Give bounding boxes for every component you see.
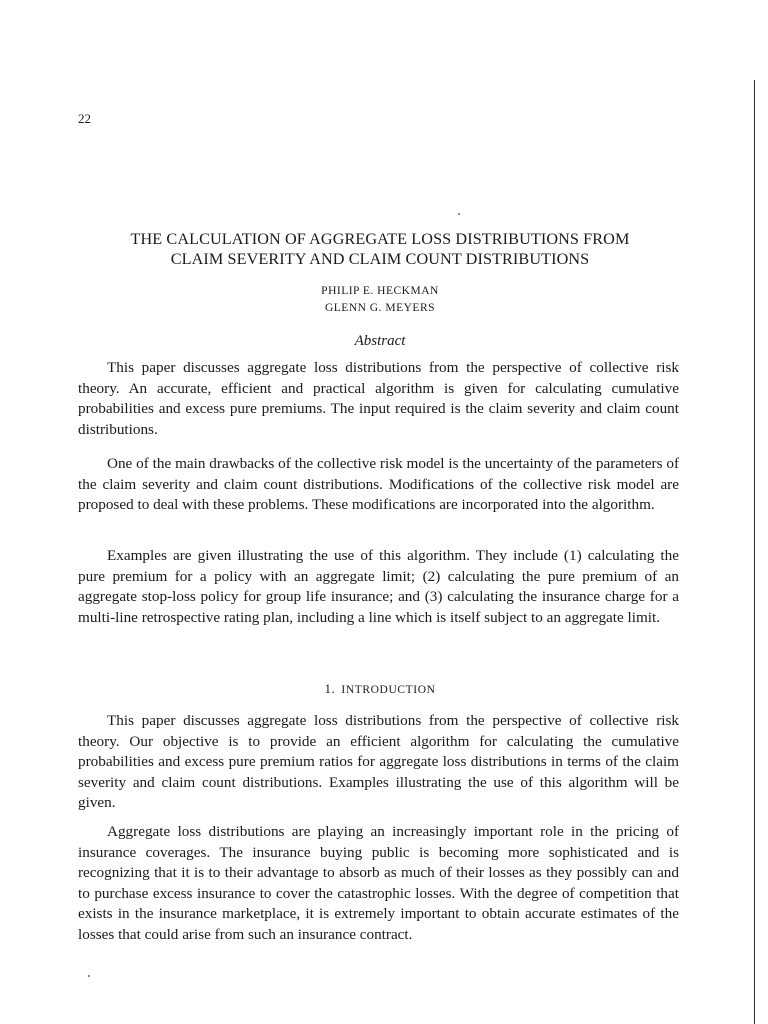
scan-edge-line: [754, 80, 755, 1024]
abstract-paragraph: Examples are given illustrating the use of this algorithm. They include (1) calculating the pure premium for a policy with an aggregate limit; (2) calculating the pure premium of an aggregate stop-loss policy for group life insurance; and (3) calculating the insurance charge for a multi-line retrospective rating plan, including a line which is itself subject to an aggregate limit.: [78, 547, 679, 626]
scan-speck: [88, 975, 90, 977]
abstract-heading: Abstract: [354, 333, 406, 349]
scan-speck: [458, 213, 460, 215]
section-heading: [70, 681, 690, 697]
abstract-paragraph: This paper discusses aggregate loss distributions from the perspective of collective risk theory. An accurate, efficient and practical algorithm is given for calculating cumulative probabilities and excess pure premiums. The input required is the claim severity and claim count distributions.: [78, 359, 679, 438]
title-line-1: THE CALCULATION OF AGGREGATE LOSS DISTRIBUTIONS FROM: [130, 230, 630, 248]
title-line-2: CLAIM SEVERITY AND CLAIM COUNT DISTRIBUTIONS: [170, 250, 590, 268]
paper-title: [70, 229, 690, 269]
author-list: [70, 283, 690, 317]
body-paragraph: Aggregate loss distributions are playing an increasingly important role in the pricing of insurance coverages. The insurance buying public is becoming more sophisticated and is recognizing that it is to their advantage to absorb as much of their losses as they possibly can and to purchase excess insurance to cover the catastrophic losses. With the degree of competition that exists in the insurance marketplace, it is extremely important to obtain accurate estimates of the losses that could arise from such an insurance contract.: [78, 823, 679, 943]
abstract-paragraph: One of the main drawbacks of the collective risk model is the uncertainty of the parameters of the claim severity and claim count distributions. Modifications of the collective risk model are proposed to deal with these problems. These modifications are incorporated into the algorithm.: [78, 455, 679, 514]
body-paragraph: This paper discusses aggregate loss distributions from the perspective of collective risk theory. Our objective is to provide an efficient algorithm for calculating the cumulative probabilities and excess pure premium ratios for aggregate loss distributions in terms of the claim severity and claim count distributions. Examples illustrating the use of this algorithm will be given.: [78, 712, 679, 812]
section-number: 1.: [324, 681, 336, 696]
author-name: GLENN G. MEYERS: [324, 302, 436, 314]
page-number: 22: [78, 111, 91, 126]
section-title: INTRODUCTION: [341, 684, 436, 696]
author-name: PHILIP E. HECKMAN: [321, 285, 439, 297]
